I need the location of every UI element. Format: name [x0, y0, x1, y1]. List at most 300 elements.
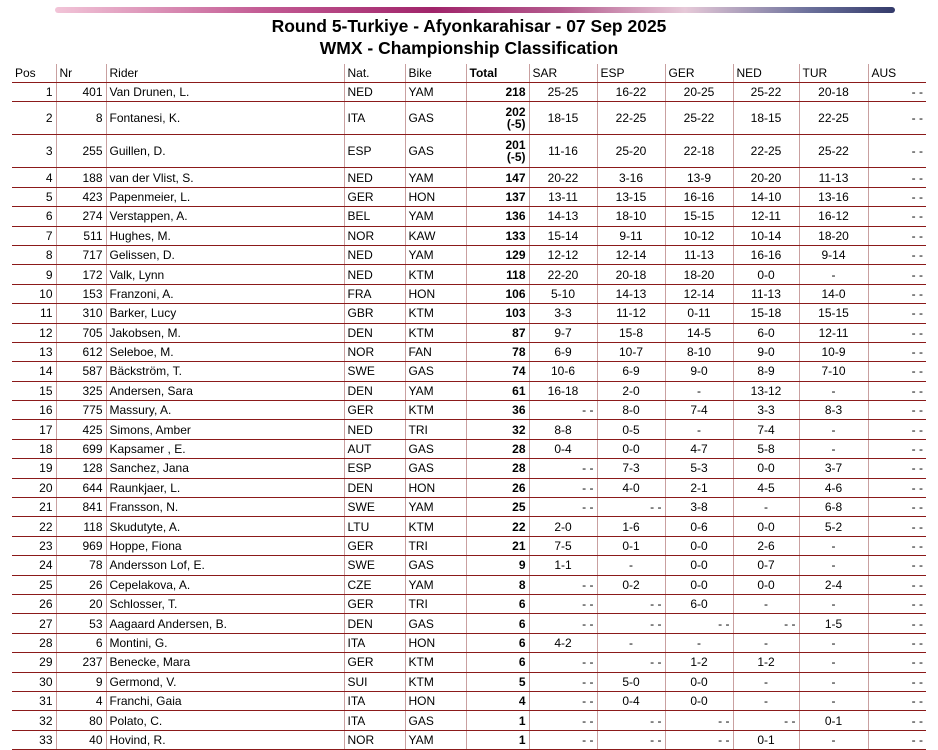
cell-esp: -: [597, 556, 665, 575]
cell-ger: 25-22: [665, 102, 733, 135]
cell-tur: -: [799, 536, 868, 555]
cell-nat: NED: [344, 245, 405, 264]
total-points: 118: [506, 267, 526, 282]
cell-nr: 425: [56, 420, 106, 439]
cell-ned: 12-11: [733, 207, 799, 226]
cell-rider: Schlosser, T.: [106, 594, 344, 613]
cell-ger: - -: [665, 711, 733, 730]
cell-tur: 12-11: [799, 323, 868, 342]
cell-rider: Barker, Lucy: [106, 304, 344, 323]
cell-aus: - -: [868, 83, 926, 102]
cell-aus: - -: [868, 284, 926, 303]
total-points: 87: [512, 325, 526, 340]
cell-pos: 1: [12, 83, 56, 102]
cell-rider: Sanchez, Jana: [106, 459, 344, 478]
cell-nat: DEN: [344, 614, 405, 633]
cell-nr: 80: [56, 711, 106, 730]
cell-tur: 4-6: [799, 478, 868, 497]
cell-aus: - -: [868, 517, 926, 536]
cell-esp: 6-9: [597, 362, 665, 381]
cell-pos: 28: [12, 633, 56, 652]
cell-tur: -: [799, 672, 868, 691]
cell-aus: - -: [868, 207, 926, 226]
cell-nat: GER: [344, 401, 405, 420]
cell-pos: 2: [12, 102, 56, 135]
cell-nr: 26: [56, 575, 106, 594]
cell-ned: 14-10: [733, 187, 799, 206]
cell-sar: 4-2: [529, 633, 597, 652]
cell-nr: 274: [56, 207, 106, 226]
cell-tur: 14-0: [799, 284, 868, 303]
table-row: [12, 730, 926, 749]
cell-tur: 22-25: [799, 102, 868, 135]
cell-ger: 14-5: [665, 323, 733, 342]
col-header-ger: GER: [665, 64, 733, 83]
cell-esp: 20-18: [597, 265, 665, 284]
cell-total: [466, 730, 529, 749]
cell-pos: 9: [12, 265, 56, 284]
total-points: 36: [512, 403, 526, 418]
cell-rider: Seleboe, M.: [106, 342, 344, 361]
cell-tur: 7-10: [799, 362, 868, 381]
cell-ger: 13-9: [665, 168, 733, 187]
table-row: [12, 536, 926, 555]
col-header-ned: NED: [733, 64, 799, 83]
cell-ned: -: [733, 594, 799, 613]
total-points: 103: [505, 306, 526, 321]
cell-aus: - -: [868, 672, 926, 691]
cell-aus: - -: [868, 711, 926, 730]
total-points: 5: [518, 674, 526, 689]
cell-total: [466, 614, 529, 633]
cell-nr: 612: [56, 342, 106, 361]
cell-rider: Franchi, Gaia: [106, 691, 344, 710]
cell-bike: YAM: [405, 498, 466, 517]
cell-bike: KTM: [405, 401, 466, 420]
cell-sar: - -: [529, 730, 597, 749]
table-row: [12, 556, 926, 575]
cell-nr: 423: [56, 187, 106, 206]
total-points: 1: [518, 713, 526, 728]
cell-aus: - -: [868, 556, 926, 575]
table-row: [12, 439, 926, 458]
table-row: [12, 362, 926, 381]
cell-aus: - -: [868, 362, 926, 381]
cell-tur: -: [799, 420, 868, 439]
cell-sar: 14-13: [529, 207, 597, 226]
cell-nr: 128: [56, 459, 106, 478]
cell-esp: 9-11: [597, 226, 665, 245]
cell-total: [466, 459, 529, 478]
col-header-nat: Nat.: [344, 64, 405, 83]
cell-nr: 841: [56, 498, 106, 517]
cell-nr: 153: [56, 284, 106, 303]
cell-ned: -: [733, 633, 799, 652]
cell-ned: 1-2: [733, 653, 799, 672]
cell-nr: 9: [56, 672, 106, 691]
cell-esp: 1-6: [597, 517, 665, 536]
cell-pos: 24: [12, 556, 56, 575]
cell-ned: 16-16: [733, 245, 799, 264]
cell-bike: KTM: [405, 653, 466, 672]
cell-tur: 1-5: [799, 614, 868, 633]
cell-nat: NED: [344, 265, 405, 284]
cell-bike: KAW: [405, 226, 466, 245]
table-row: [12, 304, 926, 323]
classification-table: [12, 64, 926, 750]
cell-tur: 25-22: [799, 135, 868, 168]
cell-esp: 8-0: [597, 401, 665, 420]
cell-pos: 15: [12, 381, 56, 400]
cell-nr: 401: [56, 83, 106, 102]
table-row: [12, 401, 926, 420]
cell-total: [466, 711, 529, 730]
cell-total: [466, 265, 529, 284]
cell-pos: 29: [12, 653, 56, 672]
cell-sar: - -: [529, 594, 597, 613]
cell-bike: GAS: [405, 459, 466, 478]
cell-nat: DEN: [344, 381, 405, 400]
cell-ger: 0-11: [665, 304, 733, 323]
cell-aus: - -: [868, 401, 926, 420]
cell-nat: ITA: [344, 633, 405, 652]
table-row: [12, 614, 926, 633]
cell-ger: 0-6: [665, 517, 733, 536]
cell-ger: 0-0: [665, 691, 733, 710]
cell-total: [466, 420, 529, 439]
cell-nat: NED: [344, 168, 405, 187]
cell-pos: 7: [12, 226, 56, 245]
cell-aus: - -: [868, 594, 926, 613]
cell-nat: GER: [344, 536, 405, 555]
cell-nat: SWE: [344, 556, 405, 575]
cell-aus: - -: [868, 498, 926, 517]
cell-esp: - -: [597, 614, 665, 633]
cell-bike: GAS: [405, 711, 466, 730]
cell-ger: 20-25: [665, 83, 733, 102]
total-points: 26: [512, 480, 526, 495]
cell-rider: Simons, Amber: [106, 420, 344, 439]
cell-aus: - -: [868, 459, 926, 478]
cell-sar: - -: [529, 478, 597, 497]
cell-nat: ESP: [344, 135, 405, 168]
cell-ned: 20-20: [733, 168, 799, 187]
cell-nat: GER: [344, 594, 405, 613]
cell-nat: NED: [344, 83, 405, 102]
table-row: [12, 478, 926, 497]
cell-nr: 172: [56, 265, 106, 284]
table-row: [12, 83, 926, 102]
cell-pos: 22: [12, 517, 56, 536]
cell-nr: 325: [56, 381, 106, 400]
cell-sar: 1-1: [529, 556, 597, 575]
cell-bike: GAS: [405, 102, 466, 135]
cell-pos: 3: [12, 135, 56, 168]
cell-aus: - -: [868, 730, 926, 749]
cell-ned: 5-8: [733, 439, 799, 458]
cell-tur: 5-2: [799, 517, 868, 536]
table-row: [12, 284, 926, 303]
cell-sar: - -: [529, 691, 597, 710]
cell-ned: 4-5: [733, 478, 799, 497]
cell-nat: NOR: [344, 226, 405, 245]
cell-tur: -: [799, 556, 868, 575]
cell-rider: Andersson Lof, E.: [106, 556, 344, 575]
cell-rider: Raunkjaer, L.: [106, 478, 344, 497]
cell-esp: 10-7: [597, 342, 665, 361]
cell-esp: - -: [597, 653, 665, 672]
cell-total: [466, 594, 529, 613]
table-row: [12, 420, 926, 439]
total-points: 136: [505, 209, 526, 224]
cell-total: [466, 83, 529, 102]
cell-bike: YAM: [405, 575, 466, 594]
table-row: [12, 381, 926, 400]
cell-total: [466, 381, 529, 400]
cell-tur: 16-12: [799, 207, 868, 226]
col-header-total: Total: [466, 64, 529, 83]
cell-pos: 5: [12, 187, 56, 206]
cell-ger: 6-0: [665, 594, 733, 613]
cell-aus: - -: [868, 691, 926, 710]
cell-nat: AUT: [344, 439, 405, 458]
total-points: 9: [518, 558, 526, 573]
cell-pos: 13: [12, 342, 56, 361]
table-row: [12, 168, 926, 187]
cell-bike: KTM: [405, 323, 466, 342]
cell-bike: YAM: [405, 245, 466, 264]
cell-esp: 4-0: [597, 478, 665, 497]
cell-nr: 53: [56, 614, 106, 633]
cell-total: [466, 102, 529, 135]
cell-aus: - -: [868, 265, 926, 284]
cell-pos: 4: [12, 168, 56, 187]
cell-pos: 31: [12, 691, 56, 710]
cell-sar: 6-9: [529, 342, 597, 361]
cell-rider: Franzoni, A.: [106, 284, 344, 303]
cell-tur: 13-16: [799, 187, 868, 206]
cell-sar: 2-0: [529, 517, 597, 536]
cell-ned: 18-15: [733, 102, 799, 135]
cell-nat: DEN: [344, 323, 405, 342]
cell-rider: Kapsamer , E.: [106, 439, 344, 458]
table-row: [12, 711, 926, 730]
cell-ned: 11-13: [733, 284, 799, 303]
cell-sar: 7-5: [529, 536, 597, 555]
total-points: 201: [505, 138, 526, 153]
table-row: [12, 653, 926, 672]
cell-rider: van der Vlist, S.: [106, 168, 344, 187]
cell-aus: - -: [868, 245, 926, 264]
cell-esp: - -: [597, 730, 665, 749]
cell-bike: YAM: [405, 168, 466, 187]
cell-sar: - -: [529, 711, 597, 730]
cell-tur: -: [799, 653, 868, 672]
cell-ned: 0-0: [733, 575, 799, 594]
col-header-sar: SAR: [529, 64, 597, 83]
cell-ned: 0-7: [733, 556, 799, 575]
cell-esp: 25-20: [597, 135, 665, 168]
cell-sar: - -: [529, 498, 597, 517]
cell-ned: 0-0: [733, 459, 799, 478]
cell-ned: 15-18: [733, 304, 799, 323]
cell-bike: YAM: [405, 207, 466, 226]
table-row: [12, 323, 926, 342]
cell-tur: -: [799, 730, 868, 749]
cell-sar: 8-8: [529, 420, 597, 439]
cell-ned: 25-22: [733, 83, 799, 102]
table-row: [12, 459, 926, 478]
cell-sar: - -: [529, 401, 597, 420]
cell-rider: Jakobsen, M.: [106, 323, 344, 342]
cell-total: [466, 207, 529, 226]
total-points: 133: [505, 228, 526, 243]
cell-bike: KTM: [405, 265, 466, 284]
cell-total: [466, 575, 529, 594]
total-points: 78: [512, 345, 526, 360]
cell-esp: 15-8: [597, 323, 665, 342]
table-row: [12, 575, 926, 594]
cell-total: [466, 304, 529, 323]
cell-bike: HON: [405, 284, 466, 303]
cell-nr: 40: [56, 730, 106, 749]
cell-pos: 26: [12, 594, 56, 613]
cell-total: [466, 653, 529, 672]
cell-rider: Bäckström, T.: [106, 362, 344, 381]
total-points: 147: [505, 170, 526, 185]
table-row: [12, 245, 926, 264]
cell-tur: -: [799, 691, 868, 710]
cell-nat: FRA: [344, 284, 405, 303]
cell-pos: 6: [12, 207, 56, 226]
cell-tur: 20-18: [799, 83, 868, 102]
cell-nr: 775: [56, 401, 106, 420]
cell-nr: 717: [56, 245, 106, 264]
cell-pos: 27: [12, 614, 56, 633]
col-header-aus: AUS: [868, 64, 926, 83]
cell-ger: 12-14: [665, 284, 733, 303]
cell-nr: 8: [56, 102, 106, 135]
cell-bike: GAS: [405, 362, 466, 381]
cell-nat: SWE: [344, 362, 405, 381]
cell-pos: 17: [12, 420, 56, 439]
cell-ger: -: [665, 381, 733, 400]
cell-esp: - -: [597, 594, 665, 613]
cell-rider: Germond, V.: [106, 672, 344, 691]
cell-nat: DEN: [344, 478, 405, 497]
cell-nr: 4: [56, 691, 106, 710]
cell-nat: NOR: [344, 730, 405, 749]
cell-ger: -: [665, 633, 733, 652]
cell-tur: 8-3: [799, 401, 868, 420]
cell-nat: LTU: [344, 517, 405, 536]
cell-ger: 0-0: [665, 672, 733, 691]
cell-ned: 6-0: [733, 323, 799, 342]
cell-total: [466, 498, 529, 517]
cell-esp: - -: [597, 711, 665, 730]
cell-ned: -: [733, 672, 799, 691]
cell-ger: - -: [665, 614, 733, 633]
cell-rider: Hovind, R.: [106, 730, 344, 749]
cell-rider: Hughes, M.: [106, 226, 344, 245]
cell-bike: GAS: [405, 614, 466, 633]
cell-ger: 0-0: [665, 556, 733, 575]
cell-aus: - -: [868, 135, 926, 168]
total-points: 28: [512, 461, 526, 476]
cell-esp: 12-14: [597, 245, 665, 264]
cell-aus: - -: [868, 653, 926, 672]
cell-ned: 9-0: [733, 342, 799, 361]
col-header-esp: ESP: [597, 64, 665, 83]
cell-bike: YAM: [405, 730, 466, 749]
cell-aus: - -: [868, 323, 926, 342]
cell-esp: 7-3: [597, 459, 665, 478]
page-title: Round 5-Turkiye - Afyonkarahisar - 07 Sep 2025: [271, 16, 667, 36]
cell-nat: GER: [344, 653, 405, 672]
cell-aus: - -: [868, 439, 926, 458]
cell-sar: 16-18: [529, 381, 597, 400]
cell-tur: 2-4: [799, 575, 868, 594]
cell-rider: Polato, C.: [106, 711, 344, 730]
cell-total: [466, 245, 529, 264]
total-points: 22: [512, 519, 526, 534]
cell-tur: 10-9: [799, 342, 868, 361]
cell-rider: Papenmeier, L.: [106, 187, 344, 206]
cell-esp: 18-10: [597, 207, 665, 226]
cell-bike: YAM: [405, 83, 466, 102]
cell-ger: 4-7: [665, 439, 733, 458]
cell-ger: 10-12: [665, 226, 733, 245]
table-row: [12, 226, 926, 245]
cell-aus: - -: [868, 342, 926, 361]
table-row: [12, 691, 926, 710]
cell-rider: Benecke, Mara: [106, 653, 344, 672]
cell-ned: 2-6: [733, 536, 799, 555]
cell-bike: KTM: [405, 304, 466, 323]
cell-ger: 7-4: [665, 401, 733, 420]
cell-sar: 15-14: [529, 226, 597, 245]
cell-nr: 705: [56, 323, 106, 342]
cell-ned: - -: [733, 711, 799, 730]
cell-ned: 22-25: [733, 135, 799, 168]
cell-ger: 9-0: [665, 362, 733, 381]
cell-pos: 16: [12, 401, 56, 420]
cell-tur: -: [799, 439, 868, 458]
cell-sar: - -: [529, 459, 597, 478]
table-row: [12, 187, 926, 206]
cell-tur: 11-13: [799, 168, 868, 187]
col-header-tur: TUR: [799, 64, 868, 83]
cell-nr: 699: [56, 439, 106, 458]
cell-sar: 13-11: [529, 187, 597, 206]
cell-total: [466, 135, 529, 168]
cell-bike: TRI: [405, 420, 466, 439]
cell-sar: 18-15: [529, 102, 597, 135]
cell-tur: -: [799, 381, 868, 400]
total-points: 6: [518, 616, 526, 631]
cell-ger: 16-16: [665, 187, 733, 206]
cell-ger: - -: [665, 730, 733, 749]
cell-total: [466, 478, 529, 497]
table-row: [12, 342, 926, 361]
cell-tur: 3-7: [799, 459, 868, 478]
cell-ned: 10-14: [733, 226, 799, 245]
cell-ger: 18-20: [665, 265, 733, 284]
cell-nr: 969: [56, 536, 106, 555]
cell-nr: 255: [56, 135, 106, 168]
total-points: 218: [505, 85, 526, 100]
cell-ned: -: [733, 691, 799, 710]
